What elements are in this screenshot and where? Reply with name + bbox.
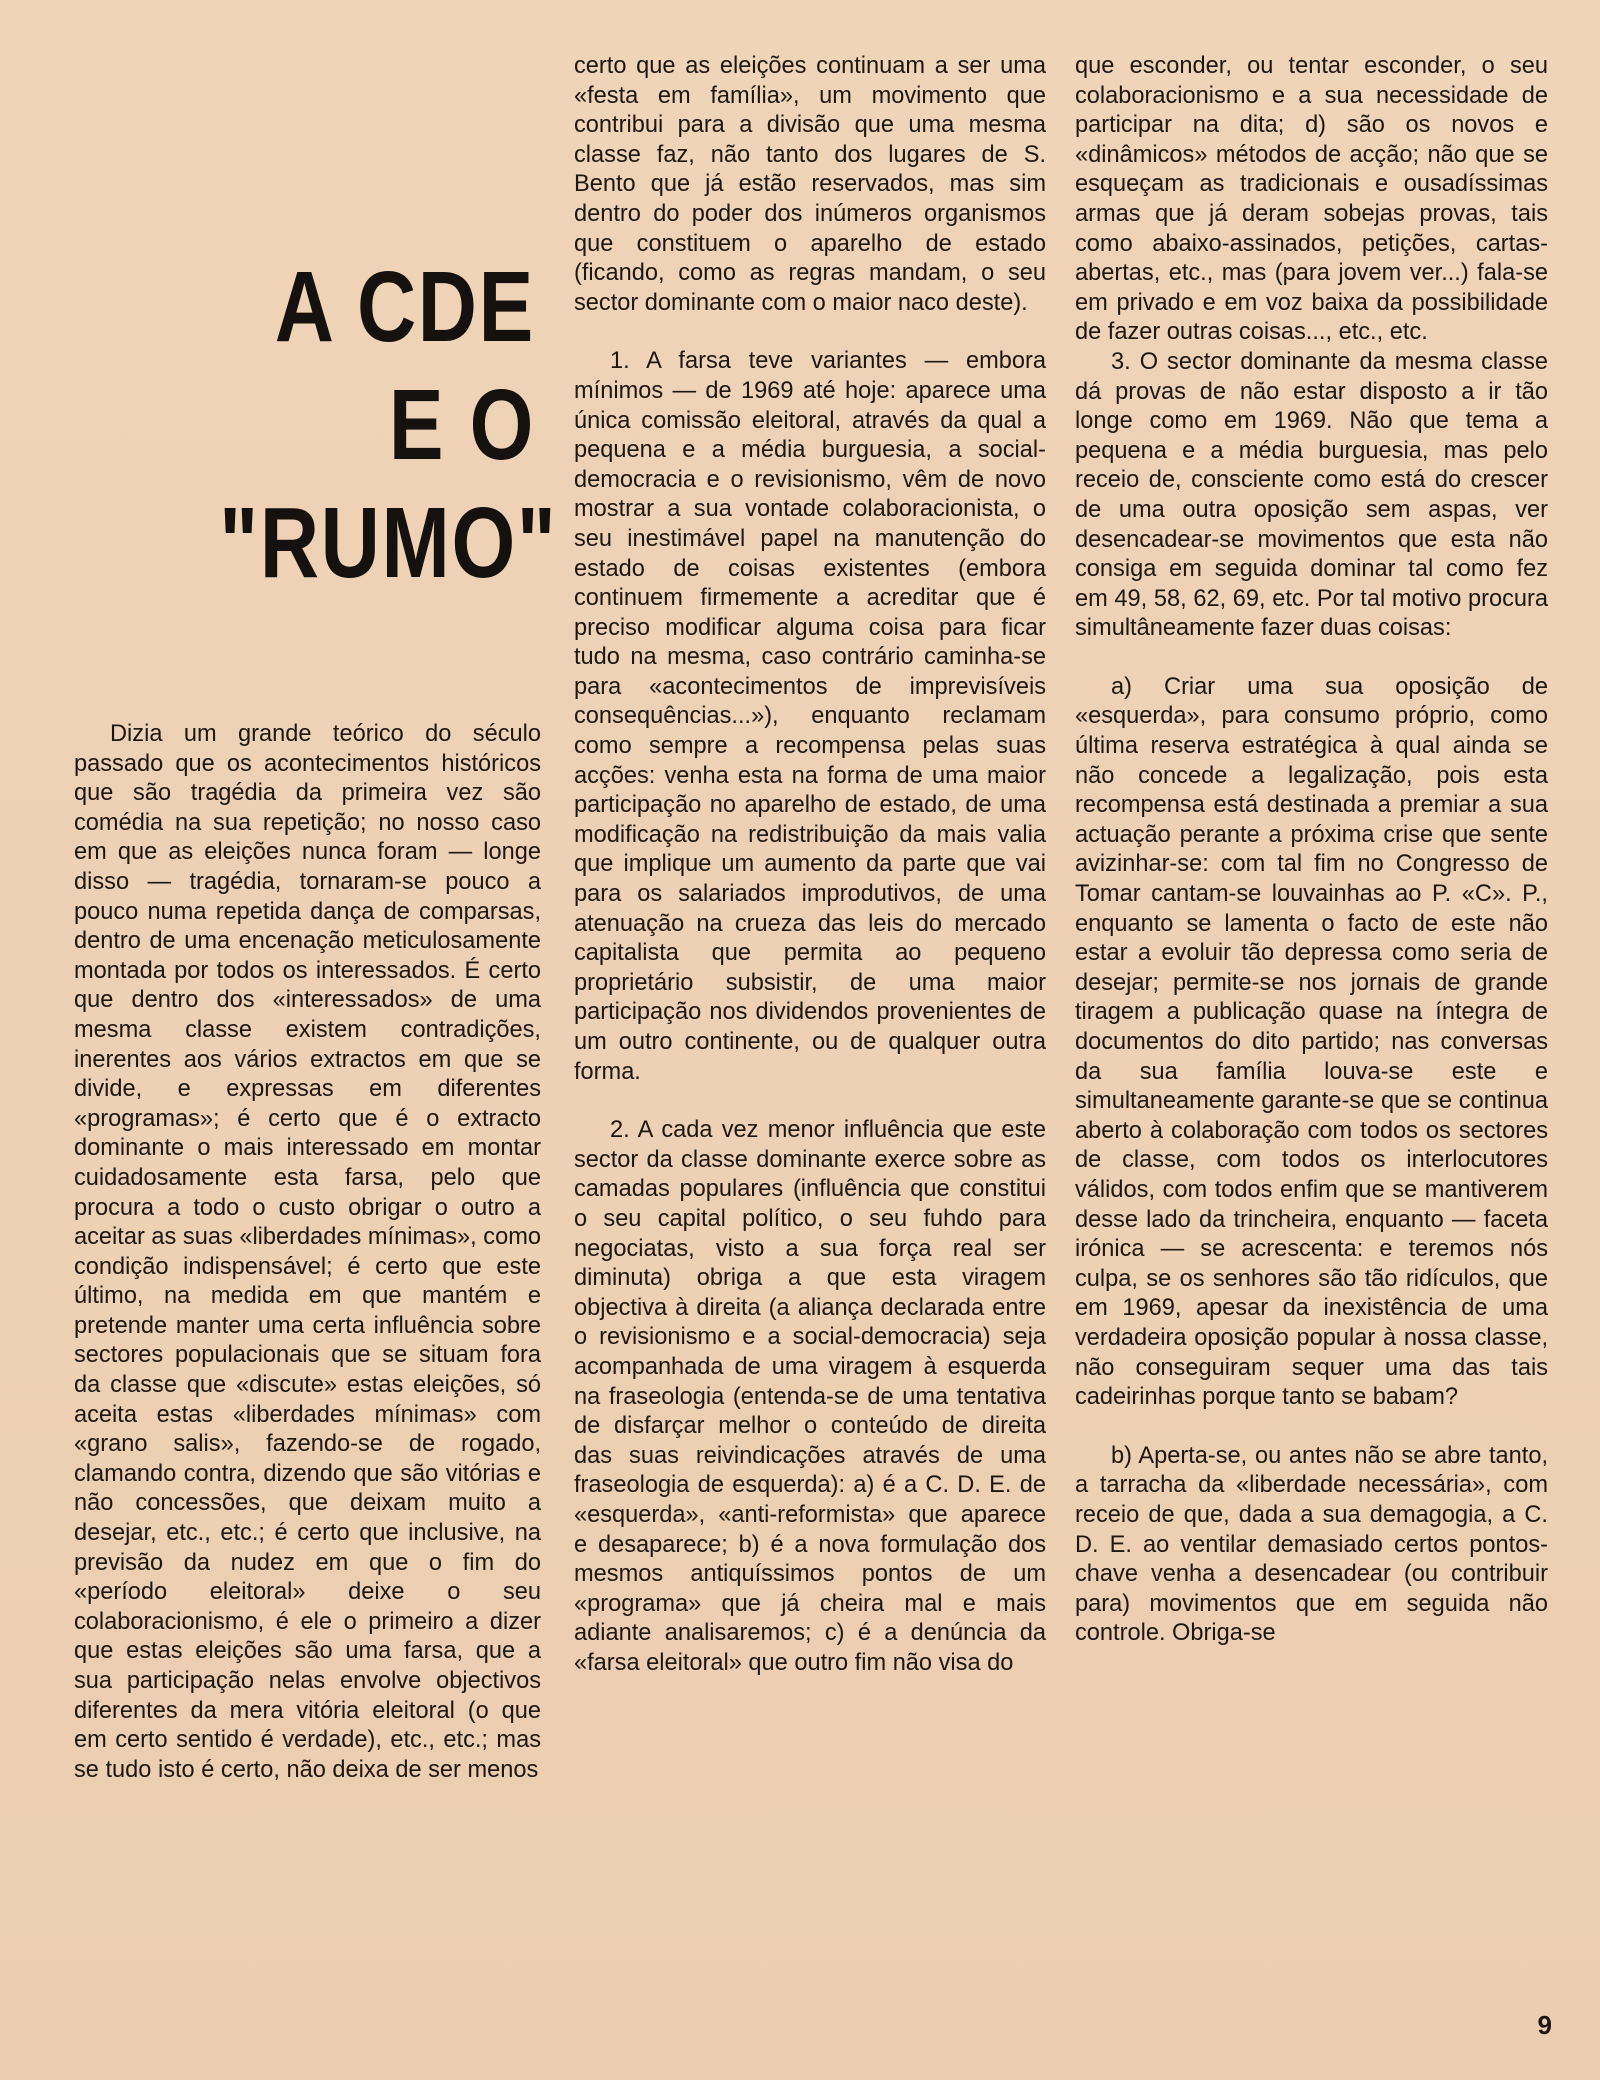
- headline-line-1: A CDE: [274, 251, 535, 363]
- paragraph-intro: Dizia um grande teórico do século passado que os acontecimentos históricos que são tragédia da primeira vez são comédia na sua repetição; no nosso caso em que as eleições nunca foram — longe disso — tragédia, tornaram-se pouco a pouco numa repetida dança de comparsas, dentro de uma encenação meticulosamente montada por todos os interessados. É certo que dentro dos «interessados» de uma mesma classe existem contradições, inerentes aos vários extractos em que se divide, e expressas em diferentes «programas»; é certo que é o extracto dominante o mais interessado em montar cuidadosamente esta farsa, pelo que procura a todo o custo obrigar o outro a aceitar as suas «liberdades mínimas», como condição indispensável; é certo que este último, na medida em que mantém e pretende manter uma certa influência sobre sectores populacionais que se situam fora da classe que «discute» estas eleições, só aceita estas «liberdades mínimas» com «grano salis», fazendo-se de rogado, clamando contra, dizendo que são vitórias e não concessões, que deixam muito a desejar, etc., etc.; é certo que inclusive, na previsão da nudez em que o fim do «período eleitoral» deixe o seu colaboracionismo, é ele o primeiro a dizer que estas eleições são uma farsa, que a sua participação nelas envolve objectivos diferentes da mera vitória eleitoral (o que em certo sentido é verdade), etc., etc.; mas se tudo isto é certo, não deixa de ser menos: [74, 721, 541, 1783]
- article-column-1: [74, 720, 541, 1785]
- page-number: 9: [1537, 2010, 1552, 2040]
- headline-line-2: E O: [388, 369, 535, 481]
- headline-line-3: "RUMO": [219, 487, 558, 599]
- paragraph-point-3: 3. O sector dominante da mesma classe dá provas de não estar disposto a ir tão longe como em 1969. Não que tema a pequena e a média burguesia, mas pelo receio de, consciente como está do crescer de uma outra oposição sem aspas, ver desencadear-se movimentos que esta não consiga em seguida dominar tal como fez em 49, 58, 62, 69, etc. Por tal motivo procura simultâneamente fazer duas coisas:: [1075, 348, 1548, 642]
- paragraph-point-3a: a) Criar uma sua oposição de «esquerda», para consumo próprio, como última reserva estratégica à qual ainda se não concede a legalização, pois esta recompensa está destinada a premiar a sua actuação perante a próxima crise que sente avizinhar-se: com tal fim no Congresso de Tomar cantam-se louvainhas ao P. «C». P., enquanto se lamenta o facto de este não estar a evoluir tão depressa como seria de desejar; permite-se nos jornais de grande tiragem a publicação quase na íntegra de documentos do dito partido; nas conversas da sua família louva-se este e simultaneamente garante-se que se continua aberto à colaboração com todos os sectores de classe, com todos os interlocutores válidos, com todos enfim que se mantiverem desse lado da trincheira, enquanto — faceta irónica — se acrescenta: e teremos nós culpa, se os senhores são tão ridículos, que em 1969, apesar da inexistência de uma verdadeira oposição popular à nossa classe, não conseguiram sequer uma das tais cadeirinhas porque tanto se babam?: [1075, 673, 1548, 1411]
- paragraph-point-2: 2. A cada vez menor influência que este sector da classe dominante exerce sobre as camadas populares (influência que constitui o seu capital político, o seu fuhdo para negociatas, visto a sua força real ser diminuta) obriga a que esta viragem objectiva à direita (a aliança declarada entre o revisionismo e a social-democracia) seja acompanhada de uma viragem à esquerda na fraseologia (entenda-se de uma tentativa de disfarçar melhor o conteúdo de direita das suas reivindicações através de uma fraseologia de esquerda): a) é a C. D. E. de «esquerda», «anti-reformista» que aparece e desaparece; b) é a nova formulação dos mesmos antiquíssimos pontos de um «programa» que já cheira mal e mais adiante analisaremos; c) é a denúncia da «farsa eleitoral» que outro fim não visa do: [574, 1117, 1046, 1676]
- article-column-3: [1075, 52, 1548, 1649]
- paragraph-continuation: que esconder, ou tentar esconder, o seu colaboracionismo e a sua necessidade de participar na dita; d) são os novos e «dinâmicos» métodos de acção; não que se esqueçam as tradicionais e ousadíssimas armas que já deram sobejas provas, tais como abaixo-assinados, petições, cartas-abertas, etc., mas (para jovem ver...) fala-se em privado e em voz baixa da possibilidade de fazer outras coisas..., etc., etc.: [1075, 53, 1548, 346]
- article-column-2: [574, 52, 1046, 1678]
- headline: [219, 248, 558, 602]
- paragraph-point-1: 1. A farsa teve variantes — embora mínimos — de 1969 até hoje: aparece uma única comissão eleitoral, através da qual a pequena e a média burguesia, a social-democracia e o revisionismo, vêm de novo mostrar a sua vontade colaboracionista, o seu inestimável papel na manutenção do estado de coisas existentes (embora continuem firmemente a acreditar que é preciso modificar alguma coisa para ficar tudo na mesma, caso contrário caminha-se para «acontecimentos de imprevisíveis consequências...»), enquanto reclamam como sempre a recompensa pelas suas acções: venha esta na forma de uma maior participação no aparelho de estado, de uma modificação na redistribuição da mais valia que implique um aumento da parte que vai para os salariados improdutivos, de uma atenuação na crueza das leis do mercado capitalista que permita ao pequeno proprietário subsistir, de uma maior participação nos dividendos provenientes de um outro continente, ou de qualquer outra forma.: [574, 348, 1046, 1085]
- paragraph-point-3b: b) Aperta-se, ou antes não se abre tanto, a tarracha da «liberdade necessária», com receio de que, dada a sua demagogia, a C. D. E. ao ventilar demasiado certos pontos-chave venha a desencadear (ou contribuir para) movimentos que em seguida não controle. Obriga-se: [1075, 1442, 1548, 1647]
- paragraph-continuation: certo que as eleições continuam a ser uma «festa em família», um movimento que contribui para a divisão que uma mesma classe faz, não tanto dos lugares de S. Bento que já estão reservados, mas sim dentro do poder dos inúmeros organismos que constituem o aparelho de estado (ficando, como as regras mandam, o seu sector dominante com o maior naco deste).: [574, 53, 1046, 316]
